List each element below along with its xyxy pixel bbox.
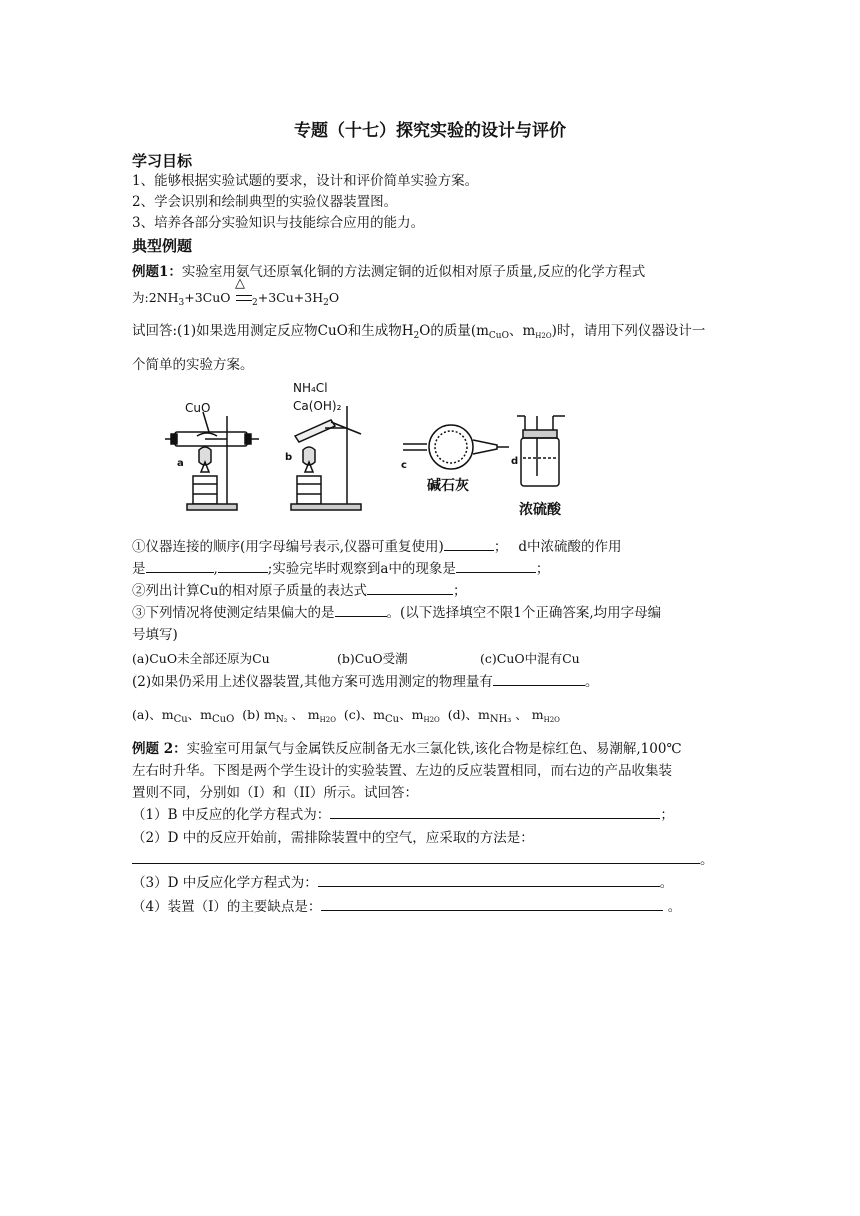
ex1-question1-line2: 个简单的实验方案。 bbox=[132, 357, 254, 373]
eq-text: +3Cu+3H bbox=[257, 290, 324, 305]
q-text: 。(以下选择填空不限1个正确答案,均用字母编 bbox=[386, 605, 662, 621]
q-text: 、m bbox=[508, 323, 536, 339]
goals-heading: 学习目标 bbox=[132, 152, 193, 170]
label-nh4cl: NH₄Cl bbox=[293, 381, 328, 395]
q-text: ;实验完毕时观察到a中的现象是 bbox=[267, 561, 456, 577]
ex2-line2: 左右时升华。下图是两个学生设计的实验装置、左边的反应装置相同，而右边的产品收集装 bbox=[132, 763, 672, 779]
eq-sub: 2 bbox=[323, 298, 329, 308]
ans-text: (d)、m bbox=[447, 707, 490, 722]
q-sub: CuO bbox=[488, 331, 509, 341]
label-a: a bbox=[177, 458, 184, 469]
eq-arrow bbox=[236, 295, 252, 301]
ex2-question2: （2）D 中的反应开始前，需排除装置中的空气，应采取的方法是： bbox=[132, 830, 534, 846]
q-text: 是 bbox=[132, 561, 146, 577]
q-text: ①仪器连接的顺序(用字母编号表示,仪器可重复使用) bbox=[132, 539, 444, 555]
ex2-text: 实验室可用氯气与金属铁反应制备无水三氯化铁,该化合物是棕红色、易潮解,100℃ bbox=[186, 741, 682, 757]
answer-blank[interactable] bbox=[218, 560, 268, 573]
answer-blank[interactable] bbox=[318, 874, 660, 887]
q-text: ； bbox=[453, 583, 467, 599]
q-text: O的质量(m bbox=[419, 323, 489, 339]
apparatus-d bbox=[517, 416, 565, 486]
q-text: （4）装置（Ⅰ）的主要缺点是： bbox=[132, 899, 322, 915]
answer-blank[interactable] bbox=[146, 560, 214, 573]
answer-blank[interactable] bbox=[456, 560, 536, 573]
label-b: b bbox=[285, 452, 293, 463]
q-text: ③下列情况将使测定结果偏大的是 bbox=[132, 605, 335, 621]
ex2-question2-answer bbox=[132, 851, 714, 869]
ans-sub: H2O bbox=[423, 716, 440, 724]
q-text: , bbox=[213, 561, 218, 577]
q-sub: H2O bbox=[535, 332, 552, 340]
option-a: (a)CuO未全部还原为Cu bbox=[132, 651, 270, 666]
answer-blank[interactable] bbox=[330, 806, 660, 819]
q-text: ； d中浓硫酸的作用 bbox=[493, 539, 622, 555]
label-c: c bbox=[401, 460, 407, 471]
answer-blank[interactable] bbox=[367, 582, 453, 595]
ans-sub: H2O bbox=[543, 716, 560, 724]
ex2-question1 bbox=[132, 806, 674, 824]
ex2-line1 bbox=[132, 740, 682, 758]
q-text: 。 bbox=[584, 674, 599, 690]
q-text: 。 bbox=[667, 899, 682, 915]
q-text: 。 bbox=[700, 852, 714, 868]
ans-text: (a)、m bbox=[132, 707, 174, 722]
eq-condition: △ bbox=[235, 276, 245, 291]
ans-text: 、 m bbox=[515, 707, 544, 722]
ex1-question1 bbox=[132, 322, 705, 342]
answer-blank[interactable] bbox=[132, 851, 700, 864]
ans-sub: N₂ bbox=[275, 715, 288, 725]
q-text: (2)如果仍采用上述仪器装置,其他方案可选用测定的物理量有 bbox=[132, 674, 493, 690]
eq-sub: 3 bbox=[178, 298, 185, 308]
ex2-line3: 置则不同，分别如（I）和（II）所示。试回答： bbox=[132, 785, 418, 801]
option-b: (b)CuO受潮 bbox=[337, 651, 408, 666]
ex1-intro bbox=[132, 263, 645, 281]
q-text: ； bbox=[535, 561, 550, 577]
ex1-item1 bbox=[132, 538, 622, 556]
ans-sub: Cu bbox=[173, 714, 188, 725]
answer-blank[interactable] bbox=[493, 673, 585, 686]
ans-sub: NH₃ bbox=[489, 714, 512, 725]
eq-text: 为:2NH bbox=[132, 290, 179, 305]
ex1-question2 bbox=[132, 673, 598, 691]
ex1-item1-line2 bbox=[132, 560, 549, 578]
eq-text: +3CuO bbox=[184, 290, 231, 305]
q-text: （3）D 中反应化学方程式为： bbox=[132, 875, 318, 891]
ans-sub: H2O bbox=[319, 716, 336, 724]
answer-blank[interactable] bbox=[335, 604, 387, 617]
examples-heading: 典型例题 bbox=[132, 237, 193, 255]
ex1-equation bbox=[132, 289, 231, 309]
label-conc-h2so4: 浓硫酸 bbox=[519, 502, 561, 518]
q-text: ②列出计算Cu的相对原子质量的表达式 bbox=[132, 583, 368, 599]
goal-item: 1、能够根据实验试题的要求，设计和评价简单实验方案。 bbox=[132, 173, 479, 189]
ex1-item2 bbox=[132, 582, 467, 600]
ans-text: 、m bbox=[187, 707, 213, 722]
ex1-intro-text: 实验室用氨气还原氧化铜的方法测定铜的近似相对原子质量,反应的化学方程式 bbox=[181, 264, 646, 280]
label-caoh2: Ca(OH)₂ bbox=[293, 399, 342, 413]
q-text: （1）B 中反应的化学方程式为： bbox=[132, 807, 331, 823]
q-text: ； bbox=[660, 807, 674, 823]
apparatus-c bbox=[403, 425, 509, 469]
ans-sub: CuO bbox=[212, 714, 235, 725]
eq-text: O bbox=[328, 290, 340, 305]
ex1-answer-options bbox=[132, 706, 560, 726]
ex2-label: 例题 2： bbox=[132, 741, 187, 757]
label-cuo: CuO bbox=[185, 401, 211, 415]
ex2-question3 bbox=[132, 874, 673, 892]
label-d: d bbox=[511, 456, 519, 467]
ex1-item3-line2: 号填写) bbox=[132, 627, 178, 643]
q-text: 试回答:(1)如果选用测定反应物CuO和生成物H bbox=[132, 323, 414, 339]
eq-sub: 2 bbox=[252, 298, 258, 308]
apparatus-b bbox=[291, 406, 361, 510]
q-text: )时，请用下列仪器设计一 bbox=[551, 323, 706, 339]
ans-text: 、m bbox=[399, 707, 424, 722]
ans-sub: Cu bbox=[385, 714, 400, 725]
apparatus-figure bbox=[165, 376, 585, 522]
answer-blank[interactable] bbox=[321, 898, 663, 911]
goal-item: 3、培养各部分实验知识与技能综合应用的能力。 bbox=[132, 215, 425, 231]
ex2-question4 bbox=[132, 898, 681, 916]
ex1-item3 bbox=[132, 604, 661, 622]
q-text: 。 bbox=[659, 875, 674, 891]
label-soda-lime: 碱石灰 bbox=[427, 478, 469, 494]
q-sub: 2 bbox=[413, 331, 420, 341]
ans-text: (b) m bbox=[242, 707, 276, 722]
answer-blank[interactable] bbox=[444, 538, 494, 551]
ans-text: (c)、m bbox=[343, 707, 386, 722]
option-c: (c)CuO中混有Cu bbox=[480, 651, 580, 666]
ans-text: 、 m bbox=[291, 707, 320, 722]
ex1-equation-products bbox=[252, 289, 339, 309]
goal-item: 2、学会识别和绘制典型的实验仪器装置图。 bbox=[132, 194, 398, 210]
ex1-label: 例题1： bbox=[132, 264, 182, 280]
page-title: 专题（十七）探究实验的设计与评价 bbox=[294, 121, 566, 141]
